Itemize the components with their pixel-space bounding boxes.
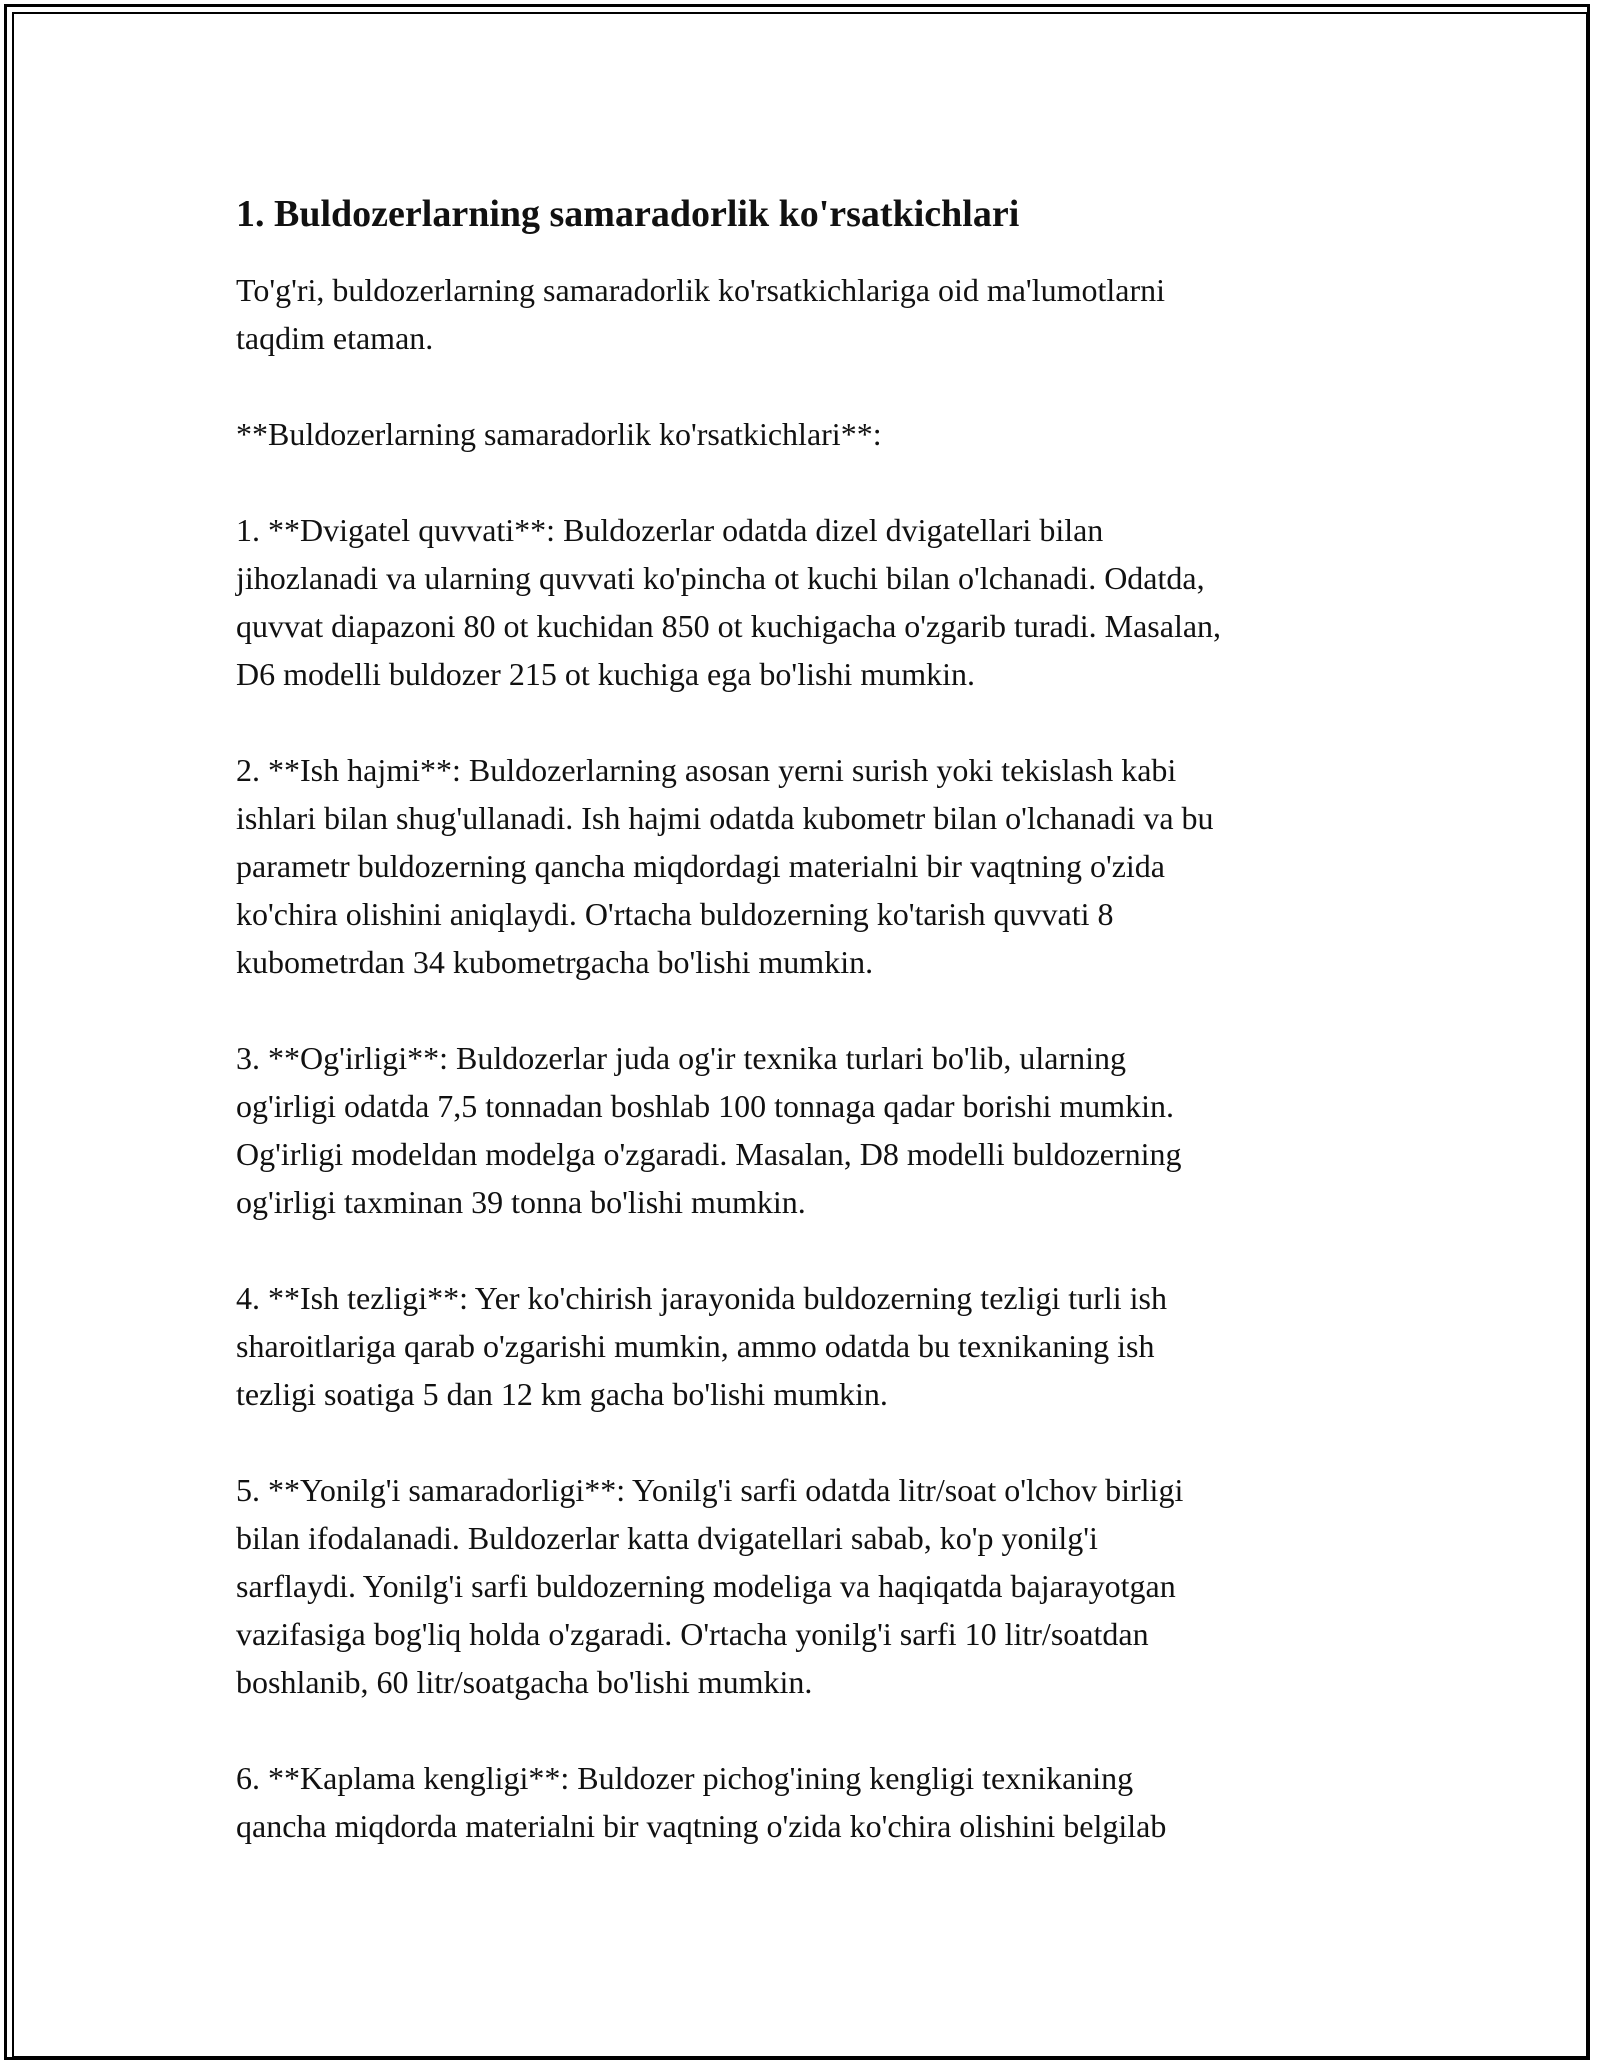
list-item-engine-power bbox=[236, 506, 1376, 698]
text-line: sarflaydi. Yonilg'i sarfi buldozerning modeliga va haqiqatda bajarayotgan bbox=[236, 1568, 1176, 1604]
text-line: To'g'ri, buldozerlarning samaradorlik ko'rsatkichlariga oid ma'lumotlarni bbox=[236, 272, 1165, 308]
text-line: 3. **Og'irligi**: Buldozerlar juda og'ir texnika turlari bo'lib, ularning bbox=[236, 1040, 1126, 1076]
text-line: bilan ifodalanadi. Buldozerlar katta dvigatellari sabab, ko'p yonilg'i bbox=[236, 1520, 1098, 1556]
text-line: jihozlanadi va ularning quvvati ko'pincha ot kuchi bilan o'lchanadi. Odatda, bbox=[236, 560, 1205, 596]
text-line: quvvat diapazoni 80 ot kuchidan 850 ot kuchigacha o'zgarib turadi. Masalan, bbox=[236, 608, 1222, 644]
text-line: boshlanib, 60 litr/soatgacha bo'lishi mumkin. bbox=[236, 1664, 813, 1700]
text-line: D6 modelli buldozer 215 ot kuchiga ega bo'lishi mumkin. bbox=[236, 656, 975, 692]
list-item-fuel-efficiency bbox=[236, 1466, 1376, 1706]
list-item-blade-width bbox=[236, 1754, 1376, 1850]
text-line: parametr buldozerning qancha miqdordagi materialni bir vaqtning o'zida bbox=[236, 848, 1165, 884]
text-line: qancha miqdorda materialni bir vaqtning o'zida ko'chira olishini belgilab bbox=[236, 1808, 1167, 1844]
text-line: 4. **Ish tezligi**: Yer ko'chirish jarayonida buldozerning tezligi turli ish bbox=[236, 1280, 1167, 1316]
text-line: 2. **Ish hajmi**: Buldozerlarning asosan yerni surish yoki tekislash kabi bbox=[236, 752, 1177, 788]
document-body bbox=[236, 188, 1376, 1898]
list-item-weight bbox=[236, 1034, 1376, 1226]
text-line: og'irligi taxminan 39 tonna bo'lishi mumkin. bbox=[236, 1184, 806, 1220]
text-line: 5. **Yonilg'i samaradorligi**: Yonilg'i sarfi odatda litr/soat o'lchov birligi bbox=[236, 1472, 1184, 1508]
text-line: tezligi soatiga 5 dan 12 km gacha bo'lishi mumkin. bbox=[236, 1376, 888, 1412]
subheading-paragraph bbox=[236, 410, 1376, 458]
text-line: sharoitlariga qarab o'zgarishi mumkin, ammo odatda bu texnikaning ish bbox=[236, 1328, 1155, 1364]
text-line: og'irligi odatda 7,5 tonnadan boshlab 100 tonnaga qadar borishi mumkin. bbox=[236, 1088, 1175, 1124]
text-line: ishlari bilan shug'ullanadi. Ish hajmi odatda kubometr bilan o'lchanadi va bu bbox=[236, 800, 1214, 836]
text-line: taqdim etaman. bbox=[236, 320, 434, 356]
list-item-work-volume bbox=[236, 746, 1376, 986]
document-title: 1. Buldozerlarning samaradorlik ko'rsatkichlari bbox=[236, 193, 1020, 235]
text-line: kubometrdan 34 kubometrgacha bo'lishi mumkin. bbox=[236, 944, 874, 980]
text-line: **Buldozerlarning samaradorlik ko'rsatkichlari**: bbox=[236, 416, 882, 452]
text-line: 6. **Kaplama kengligi**: Buldozer pichog'ining kengligi texnikaning bbox=[236, 1760, 1134, 1796]
list-item-work-speed bbox=[236, 1274, 1376, 1418]
text-line: ko'chira olishini aniqlaydi. O'rtacha buldozerning ko'tarish quvvati 8 bbox=[236, 896, 1114, 932]
intro-paragraph bbox=[236, 266, 1376, 362]
text-line: vazifasiga bog'liq holda o'zgaradi. O'rtacha yonilg'i sarfi 10 litr/soatdan bbox=[236, 1616, 1149, 1652]
text-line: Og'irligi modeldan modelga o'zgaradi. Masalan, D8 modelli buldozerning bbox=[236, 1136, 1182, 1172]
text-line: 1. **Dvigatel quvvati**: Buldozerlar odatda dizel dvigatellari bilan bbox=[236, 512, 1104, 548]
